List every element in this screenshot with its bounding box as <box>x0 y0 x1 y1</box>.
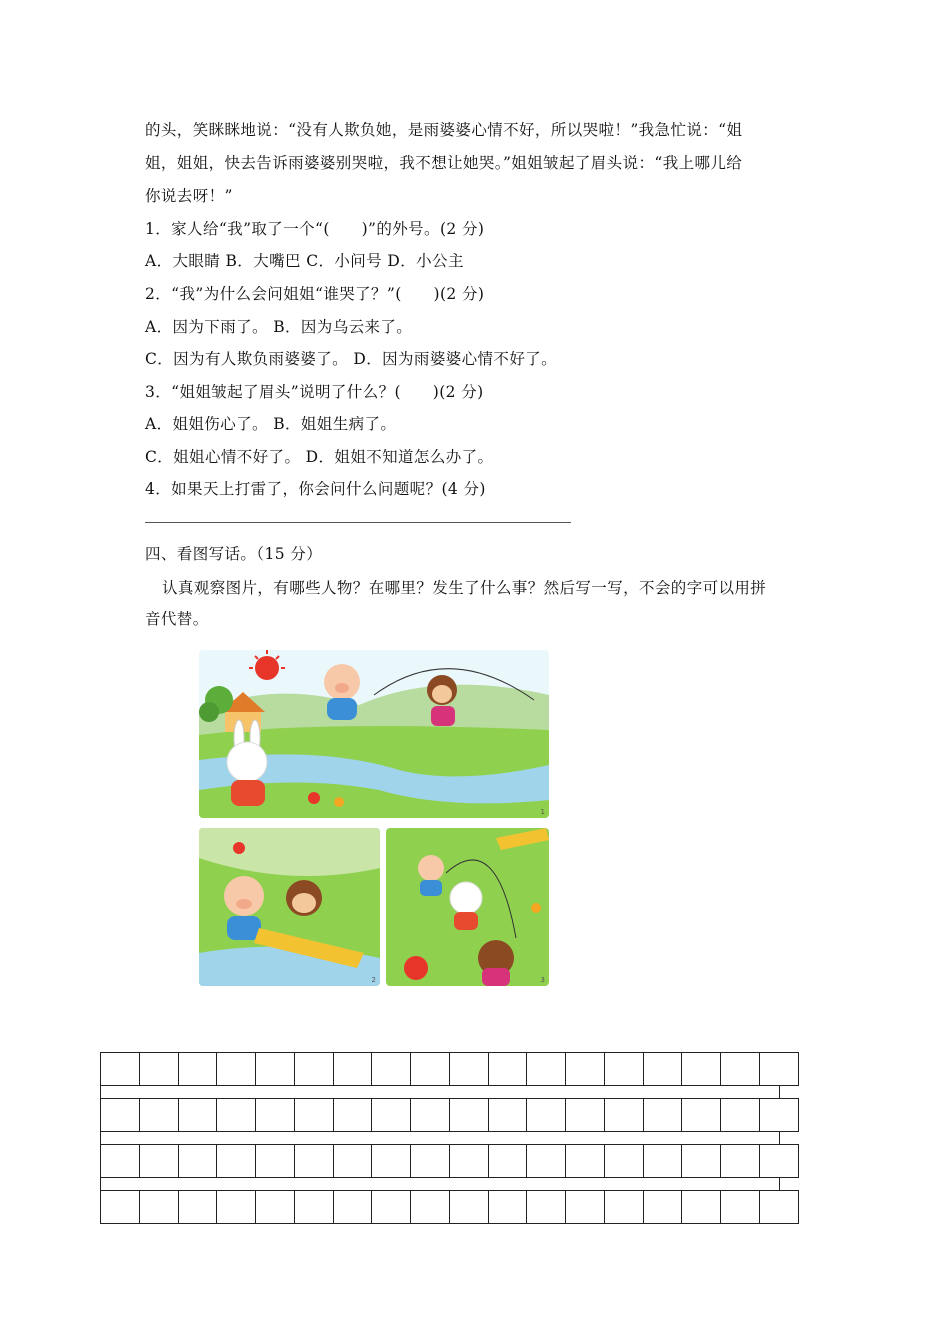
question-1-options: A．大眼睛 B．大嘴巴 C．小问号 D．小公主 <box>145 252 464 270</box>
passage-line-2: 姐，姐姐，快去告诉雨婆婆别哭啦，我不想让她哭。”姐姐皱起了眉头说：“我上哪儿给 <box>145 154 743 172</box>
question-1-stem: 1．家人给“我”取了一个“( )”的外号。(2 分) <box>145 220 485 238</box>
panel-number-2: 2 <box>371 976 376 984</box>
panel-number-1: 1 <box>540 808 545 816</box>
picture-panel-2 <box>199 828 380 986</box>
picture-panel-1 <box>199 650 549 818</box>
question-2-options-a: A．因为下雨了。 B．因为乌云来了。 <box>145 318 413 336</box>
panel-number-3: 3 <box>540 976 545 984</box>
answer-line[interactable] <box>145 522 571 523</box>
question-3-options-b: C．姐姐心情不好了。 D．姐姐不知道怎么办了。 <box>145 448 494 466</box>
picture-panel-3 <box>386 828 549 986</box>
question-2-options-b: C．因为有人欺负雨婆婆了。 D．因为雨婆婆心情不好了。 <box>145 350 558 368</box>
writing-grid-row-4[interactable] <box>100 1190 799 1224</box>
passage-line-3: 你说去呀！” <box>145 187 233 205</box>
question-3-stem: 3．“姐姐皱起了眉头”说明了什么？( )(2 分) <box>145 383 484 401</box>
question-3-options-a: A．姐姐伤心了。 B．姐姐生病了。 <box>145 415 397 433</box>
grid-row-gap <box>100 1132 780 1144</box>
question-4-stem: 4．如果天上打雷了，你会问什么问题呢？(4 分) <box>145 480 486 498</box>
picture-story-illustration <box>199 650 549 986</box>
writing-grid-row-3[interactable] <box>100 1144 799 1178</box>
writing-grid-row-1[interactable] <box>100 1052 799 1086</box>
section-4-instruction-2: 音代替。 <box>145 610 209 628</box>
section-4-title: 四、看图写话。（15 分） <box>145 545 323 563</box>
writing-grid-row-2[interactable] <box>100 1098 799 1132</box>
grid-row-gap <box>100 1178 780 1190</box>
question-2-stem: 2．“我”为什么会问姐姐“谁哭了？”( )(2 分) <box>145 285 485 303</box>
passage-line-1: 的头，笑眯眯地说：“没有人欺负她，是雨婆婆心情不好，所以哭啦！”我急忙说：“姐 <box>145 121 743 139</box>
section-4-instruction-1: 认真观察图片，有哪些人物？在哪里？发生了什么事？然后写一写，不会的字可以用拼 <box>162 579 767 597</box>
grid-row-gap <box>100 1086 780 1098</box>
